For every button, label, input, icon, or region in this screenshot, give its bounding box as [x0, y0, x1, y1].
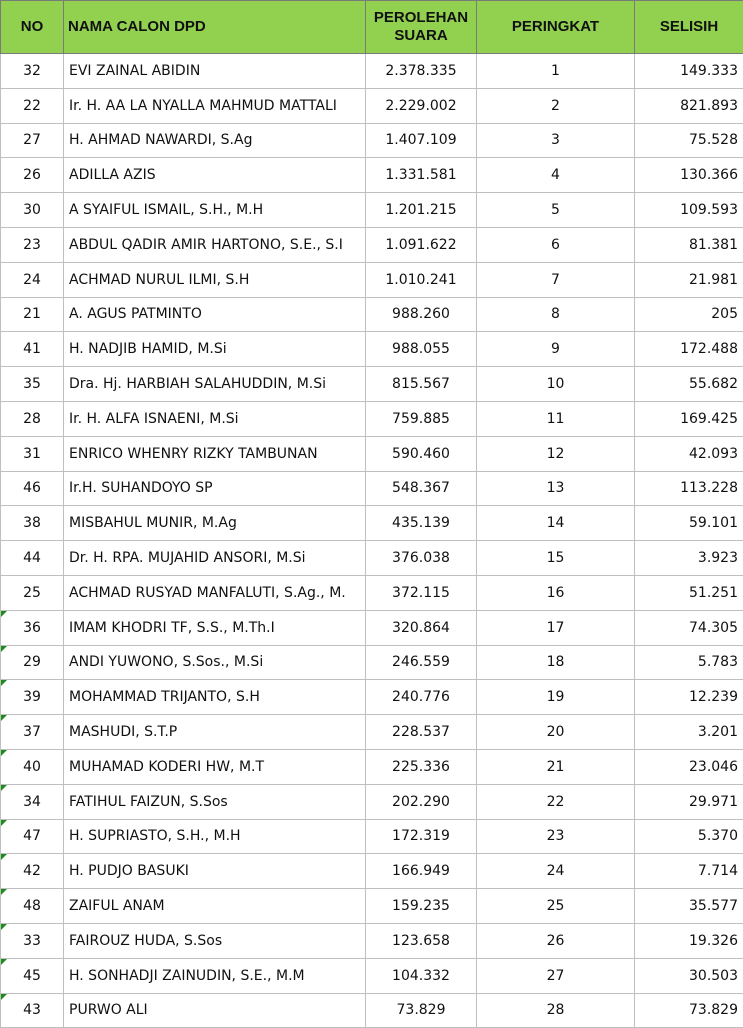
cell-difference: 172.488 [635, 332, 743, 367]
cell-candidate-name: Dra. Hj. HARBIAH SALAHUDDIN, M.Si [64, 367, 366, 402]
cell-difference: 113.228 [635, 471, 743, 506]
cell-votes: 246.559 [366, 645, 477, 680]
cell-votes: 1.331.581 [366, 158, 477, 193]
cell-rank: 17 [477, 610, 635, 645]
table-row [1, 506, 743, 541]
cell-difference: 74.305 [635, 610, 743, 645]
cell-no: 26 [1, 158, 64, 193]
cell-difference: 5.370 [635, 819, 743, 854]
cell-rank: 14 [477, 506, 635, 541]
cell-candidate-name: EVI ZAINAL ABIDIN [64, 54, 366, 89]
cell-no: 33 [1, 923, 64, 958]
cell-no: 27 [1, 123, 64, 158]
table-row [1, 923, 743, 958]
cell-candidate-name: MUHAMAD KODERI HW, M.T [64, 749, 366, 784]
cell-votes: 202.290 [366, 784, 477, 819]
table-row [1, 784, 743, 819]
cell-votes: 376.038 [366, 541, 477, 576]
header-votes-line2: SUARA [394, 27, 447, 44]
cell-candidate-name: MISBAHUL MUNIR, M.Ag [64, 506, 366, 541]
cell-no: 22 [1, 88, 64, 123]
table-row [1, 819, 743, 854]
table-row [1, 645, 743, 680]
cell-no: 35 [1, 367, 64, 402]
cell-candidate-name: ENRICO WHENRY RIZKY TAMBUNAN [64, 436, 366, 471]
cell-no: 24 [1, 262, 64, 297]
cell-candidate-name: H. SUPRIASTO, S.H., M.H [64, 819, 366, 854]
cell-no: 23 [1, 227, 64, 262]
cell-difference: 821.893 [635, 88, 743, 123]
cell-no: 48 [1, 889, 64, 924]
table-row [1, 332, 743, 367]
cell-rank: 10 [477, 367, 635, 402]
table-header [1, 1, 743, 54]
cell-rank: 7 [477, 262, 635, 297]
cell-difference: 42.093 [635, 436, 743, 471]
cell-no: 37 [1, 715, 64, 750]
cell-votes: 590.460 [366, 436, 477, 471]
table-row [1, 193, 743, 228]
cell-difference: 169.425 [635, 401, 743, 436]
cell-candidate-name: H. AHMAD NAWARDI, S.Ag [64, 123, 366, 158]
cell-votes: 548.367 [366, 471, 477, 506]
cell-votes: 159.235 [366, 889, 477, 924]
cell-candidate-name: H. PUDJO BASUKI [64, 854, 366, 889]
cell-no: 38 [1, 506, 64, 541]
table-row [1, 227, 743, 262]
cell-candidate-name: Dr. H. RPA. MUJAHID ANSORI, M.Si [64, 541, 366, 576]
cell-rank: 28 [477, 993, 635, 1028]
cell-difference: 5.783 [635, 645, 743, 680]
table-row [1, 436, 743, 471]
cell-votes: 320.864 [366, 610, 477, 645]
cell-votes: 172.319 [366, 819, 477, 854]
cell-candidate-name: ACHMAD RUSYAD MANFALUTI, S.Ag., M. [64, 575, 366, 610]
cell-candidate-name: PURWO ALI [64, 993, 366, 1028]
cell-votes: 1.091.622 [366, 227, 477, 262]
cell-no: 46 [1, 471, 64, 506]
cell-no: 25 [1, 575, 64, 610]
header-no: NO [1, 1, 64, 54]
cell-difference: 55.682 [635, 367, 743, 402]
table-row [1, 158, 743, 193]
table-row [1, 993, 743, 1028]
cell-votes: 73.829 [366, 993, 477, 1028]
cell-rank: 12 [477, 436, 635, 471]
table-row [1, 680, 743, 715]
cell-candidate-name: FAIROUZ HUDA, S.Sos [64, 923, 366, 958]
cell-difference: 149.333 [635, 54, 743, 89]
cell-rank: 27 [477, 958, 635, 993]
cell-no: 39 [1, 680, 64, 715]
cell-no: 41 [1, 332, 64, 367]
table-row [1, 854, 743, 889]
cell-rank: 3 [477, 123, 635, 158]
table-row [1, 367, 743, 402]
cell-votes: 225.336 [366, 749, 477, 784]
table-row [1, 958, 743, 993]
table-row [1, 715, 743, 750]
table-row [1, 123, 743, 158]
cell-candidate-name: Ir. H. AA LA NYALLA MAHMUD MATTALI [64, 88, 366, 123]
cell-votes: 240.776 [366, 680, 477, 715]
cell-rank: 11 [477, 401, 635, 436]
cell-rank: 21 [477, 749, 635, 784]
cell-rank: 19 [477, 680, 635, 715]
cell-no: 43 [1, 993, 64, 1028]
cell-rank: 9 [477, 332, 635, 367]
cell-rank: 13 [477, 471, 635, 506]
cell-rank: 20 [477, 715, 635, 750]
cell-candidate-name: ADILLA AZIS [64, 158, 366, 193]
cell-difference: 29.971 [635, 784, 743, 819]
cell-rank: 15 [477, 541, 635, 576]
cell-votes: 815.567 [366, 367, 477, 402]
cell-candidate-name: ZAIFUL ANAM [64, 889, 366, 924]
cell-no: 36 [1, 610, 64, 645]
cell-difference: 19.326 [635, 923, 743, 958]
cell-difference: 75.528 [635, 123, 743, 158]
table-row [1, 401, 743, 436]
cell-candidate-name: ACHMAD NURUL ILMI, S.H [64, 262, 366, 297]
header-name: NAMA CALON DPD [64, 1, 366, 54]
cell-no: 47 [1, 819, 64, 854]
cell-candidate-name: IMAM KHODRI TF, S.S., M.Th.I [64, 610, 366, 645]
cell-votes: 759.885 [366, 401, 477, 436]
cell-no: 44 [1, 541, 64, 576]
table-row [1, 88, 743, 123]
table-row [1, 889, 743, 924]
cell-rank: 1 [477, 54, 635, 89]
cell-rank: 23 [477, 819, 635, 854]
cell-no: 40 [1, 749, 64, 784]
cell-rank: 25 [477, 889, 635, 924]
table-row [1, 471, 743, 506]
cell-difference: 3.201 [635, 715, 743, 750]
table-row [1, 54, 743, 89]
cell-votes: 1.010.241 [366, 262, 477, 297]
cell-candidate-name: H. NADJIB HAMID, M.Si [64, 332, 366, 367]
cell-no: 29 [1, 645, 64, 680]
cell-rank: 5 [477, 193, 635, 228]
cell-candidate-name: ANDI YUWONO, S.Sos., M.Si [64, 645, 366, 680]
cell-candidate-name: MOHAMMAD TRIJANTO, S.H [64, 680, 366, 715]
cell-votes: 2.229.002 [366, 88, 477, 123]
header-votes [366, 1, 477, 54]
cell-difference: 7.714 [635, 854, 743, 889]
cell-votes: 166.949 [366, 854, 477, 889]
cell-rank: 4 [477, 158, 635, 193]
cell-rank: 16 [477, 575, 635, 610]
cell-no: 28 [1, 401, 64, 436]
cell-difference: 130.366 [635, 158, 743, 193]
cell-votes: 435.139 [366, 506, 477, 541]
cell-difference: 3.923 [635, 541, 743, 576]
cell-votes: 2.378.335 [366, 54, 477, 89]
header-votes-line1: PEROLEHAN [374, 9, 468, 26]
cell-candidate-name: Ir.H. SUHANDOYO SP [64, 471, 366, 506]
cell-candidate-name: ABDUL QADIR AMIR HARTONO, S.E., S.I [64, 227, 366, 262]
table-row [1, 297, 743, 332]
cell-votes: 1.201.215 [366, 193, 477, 228]
cell-votes: 988.260 [366, 297, 477, 332]
cell-no: 31 [1, 436, 64, 471]
cell-candidate-name: Ir. H. ALFA ISNAENI, M.Si [64, 401, 366, 436]
cell-no: 21 [1, 297, 64, 332]
cell-no: 42 [1, 854, 64, 889]
cell-difference: 23.046 [635, 749, 743, 784]
cell-rank: 26 [477, 923, 635, 958]
header-rank: PERINGKAT [477, 1, 635, 54]
cell-votes: 228.537 [366, 715, 477, 750]
cell-no: 30 [1, 193, 64, 228]
header-diff: SELISIH [635, 1, 743, 54]
cell-difference: 21.981 [635, 262, 743, 297]
cell-difference: 81.381 [635, 227, 743, 262]
cell-votes: 988.055 [366, 332, 477, 367]
cell-candidate-name: MASHUDI, S.T.P [64, 715, 366, 750]
cell-votes: 372.115 [366, 575, 477, 610]
cell-rank: 18 [477, 645, 635, 680]
table-row [1, 749, 743, 784]
cell-difference: 12.239 [635, 680, 743, 715]
cell-difference: 30.503 [635, 958, 743, 993]
cell-difference: 35.577 [635, 889, 743, 924]
cell-rank: 6 [477, 227, 635, 262]
cell-rank: 22 [477, 784, 635, 819]
cell-rank: 8 [477, 297, 635, 332]
table-row [1, 575, 743, 610]
cell-candidate-name: A. AGUS PATMINTO [64, 297, 366, 332]
table-row [1, 262, 743, 297]
cell-candidate-name: FATIHUL FAIZUN, S.Sos [64, 784, 366, 819]
cell-candidate-name: H. SONHADJI ZAINUDIN, S.E., M.M [64, 958, 366, 993]
cell-candidate-name: A SYAIFUL ISMAIL, S.H., M.H [64, 193, 366, 228]
cell-difference: 59.101 [635, 506, 743, 541]
cell-no: 32 [1, 54, 64, 89]
header-row [1, 1, 743, 54]
cell-no: 34 [1, 784, 64, 819]
cell-votes: 123.658 [366, 923, 477, 958]
cell-rank: 24 [477, 854, 635, 889]
cell-difference: 73.829 [635, 993, 743, 1028]
table-row [1, 541, 743, 576]
cell-votes: 104.332 [366, 958, 477, 993]
cell-no: 45 [1, 958, 64, 993]
cell-votes: 1.407.109 [366, 123, 477, 158]
table-row [1, 610, 743, 645]
table-body [1, 54, 743, 1028]
cell-difference: 109.593 [635, 193, 743, 228]
cell-rank: 2 [477, 88, 635, 123]
cell-difference: 51.251 [635, 575, 743, 610]
cell-difference: 205 [635, 297, 743, 332]
